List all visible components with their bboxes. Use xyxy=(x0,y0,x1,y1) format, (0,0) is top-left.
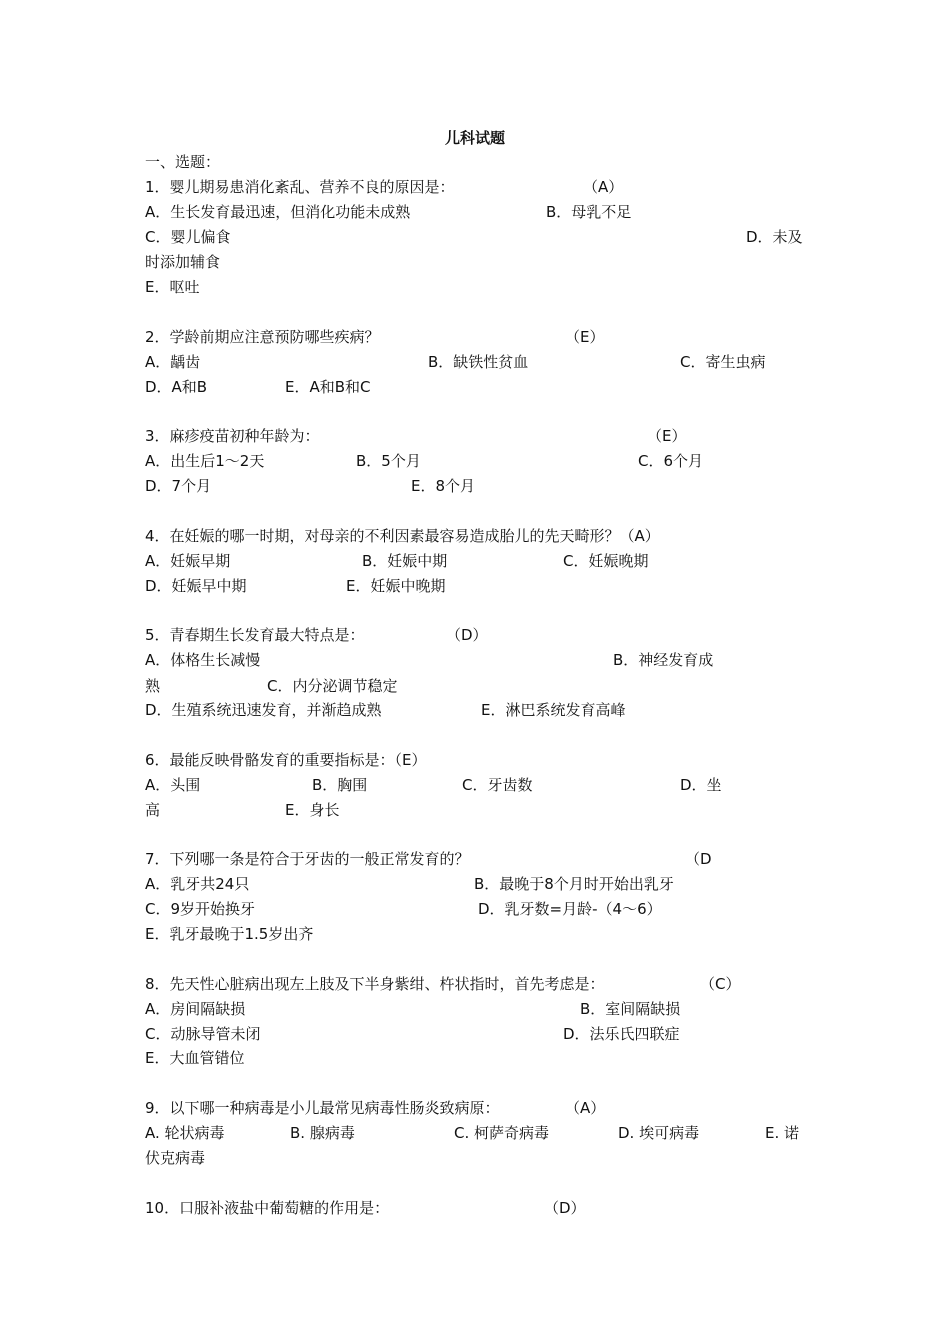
option-9d: D. 埃可病毒 xyxy=(618,1124,700,1142)
option-2a: A．龋齿 xyxy=(145,353,201,371)
option-9e-cont: 伏克病毒 xyxy=(145,1149,206,1167)
question-stem-2: 2．学龄前期应注意预防哪些疾病？ xyxy=(145,328,380,346)
question-stem-7: 7．下列哪一条是符合于牙齿的一般正常发育的？ xyxy=(145,850,470,868)
option-5d: D．生殖系统迅速发育，并渐趋成熟 xyxy=(145,701,382,719)
answer-2: （E） xyxy=(565,328,605,346)
option-4d: D．妊娠早中期 xyxy=(145,577,247,595)
option-7d: D．乳牙数=月龄-（4～6） xyxy=(478,900,662,918)
option-4c: C．妊娠晚期 xyxy=(563,552,649,570)
option-6e: E．身长 xyxy=(285,801,340,819)
option-9a: A. 轮状病毒 xyxy=(145,1124,225,1142)
option-1c: C．婴儿偏食 xyxy=(145,228,231,246)
option-6c: C．牙齿数 xyxy=(462,776,533,794)
option-6d-cont: 高 xyxy=(145,801,161,819)
question-stem-5: 5．青春期生长发育最大特点是： xyxy=(145,626,365,644)
option-9e: E. 诺 xyxy=(765,1124,800,1142)
option-1e: E．呕吐 xyxy=(145,278,200,296)
option-8e: E．大血管错位 xyxy=(145,1049,245,1067)
option-4b: B．妊娠中期 xyxy=(362,552,448,570)
option-1b: B．母乳不足 xyxy=(546,203,632,221)
question-stem-8: 8．先天性心脏病出现左上肢及下半身紫绀、杵状指时，首先考虑是： xyxy=(145,975,605,993)
option-1a: A．生长发育最迅速，但消化功能未成熟 xyxy=(145,203,411,221)
answer-1: （A） xyxy=(583,178,624,196)
option-8a: A．房间隔缺损 xyxy=(145,1000,246,1018)
document-title: 儿科试题 xyxy=(444,129,505,147)
option-5b: B．神经发育成 xyxy=(613,651,714,669)
option-4a: A．妊娠早期 xyxy=(145,552,231,570)
option-2e: E．A和B和C xyxy=(285,378,371,396)
option-5a: A．体格生长减慢 xyxy=(145,651,261,669)
option-3d: D．7个月 xyxy=(145,477,212,495)
option-7e: E．乳牙最晚于1.5岁出齐 xyxy=(145,925,314,943)
option-7c: C．9岁开始换牙 xyxy=(145,900,256,918)
answer-7: （D xyxy=(685,850,712,868)
question-stem-3: 3．麻疹疫苗初种年龄为： xyxy=(145,427,320,445)
option-2d: D．A和B xyxy=(145,378,208,396)
option-9b: B. 腺病毒 xyxy=(290,1124,355,1142)
question-stem-4: 4．在妊娠的哪一时期，对母亲的不利因素最容易造成胎儿的先天畸形？（A） xyxy=(145,527,660,545)
question-stem-1: 1．婴儿期易患消化紊乱、营养不良的原因是： xyxy=(145,178,455,196)
option-5b-cont: 熟 xyxy=(145,677,161,695)
option-1d-cont: 时添加辅食 xyxy=(145,253,221,271)
option-8c: C．动脉导管未闭 xyxy=(145,1025,261,1043)
section-heading: 一、选题： xyxy=(145,153,221,171)
question-stem-6: 6．最能反映骨骼发育的重要指标是：（E） xyxy=(145,751,427,769)
answer-3: （E） xyxy=(647,427,687,445)
question-stem-10: 10．口服补液盐中葡萄糖的作用是： xyxy=(145,1199,390,1217)
option-8b: B．室间隔缺损 xyxy=(580,1000,681,1018)
option-8d: D．法乐氏四联症 xyxy=(563,1025,680,1043)
answer-8: （C） xyxy=(700,975,741,993)
option-1d: D．未及 xyxy=(746,228,803,246)
option-2c: C．寄生虫病 xyxy=(680,353,766,371)
option-4e: E．妊娠中晚期 xyxy=(346,577,446,595)
option-5c: C．内分泌调节稳定 xyxy=(267,677,398,695)
option-9c: C. 柯萨奇病毒 xyxy=(454,1124,550,1142)
option-6b: B．胸围 xyxy=(312,776,368,794)
option-6d: D．坐 xyxy=(680,776,722,794)
option-5e: E．淋巴系统发育高峰 xyxy=(481,701,626,719)
option-3e: E．8个月 xyxy=(411,477,476,495)
option-7a: A．乳牙共24只 xyxy=(145,875,250,893)
option-6a: A．头围 xyxy=(145,776,201,794)
answer-9: （A） xyxy=(565,1099,606,1117)
option-3a: A．出生后1～2天 xyxy=(145,452,265,470)
option-3c: C．6个月 xyxy=(638,452,704,470)
question-stem-9: 9．以下哪一种病毒是小儿最常见病毒性肠炎致病原： xyxy=(145,1099,500,1117)
answer-5: （D） xyxy=(446,626,488,644)
answer-10: （D） xyxy=(544,1199,586,1217)
option-3b: B．5个月 xyxy=(356,452,421,470)
option-2b: B．缺铁性贫血 xyxy=(428,353,529,371)
option-7b: B．最晚于8个月时开始出乳牙 xyxy=(474,875,674,893)
